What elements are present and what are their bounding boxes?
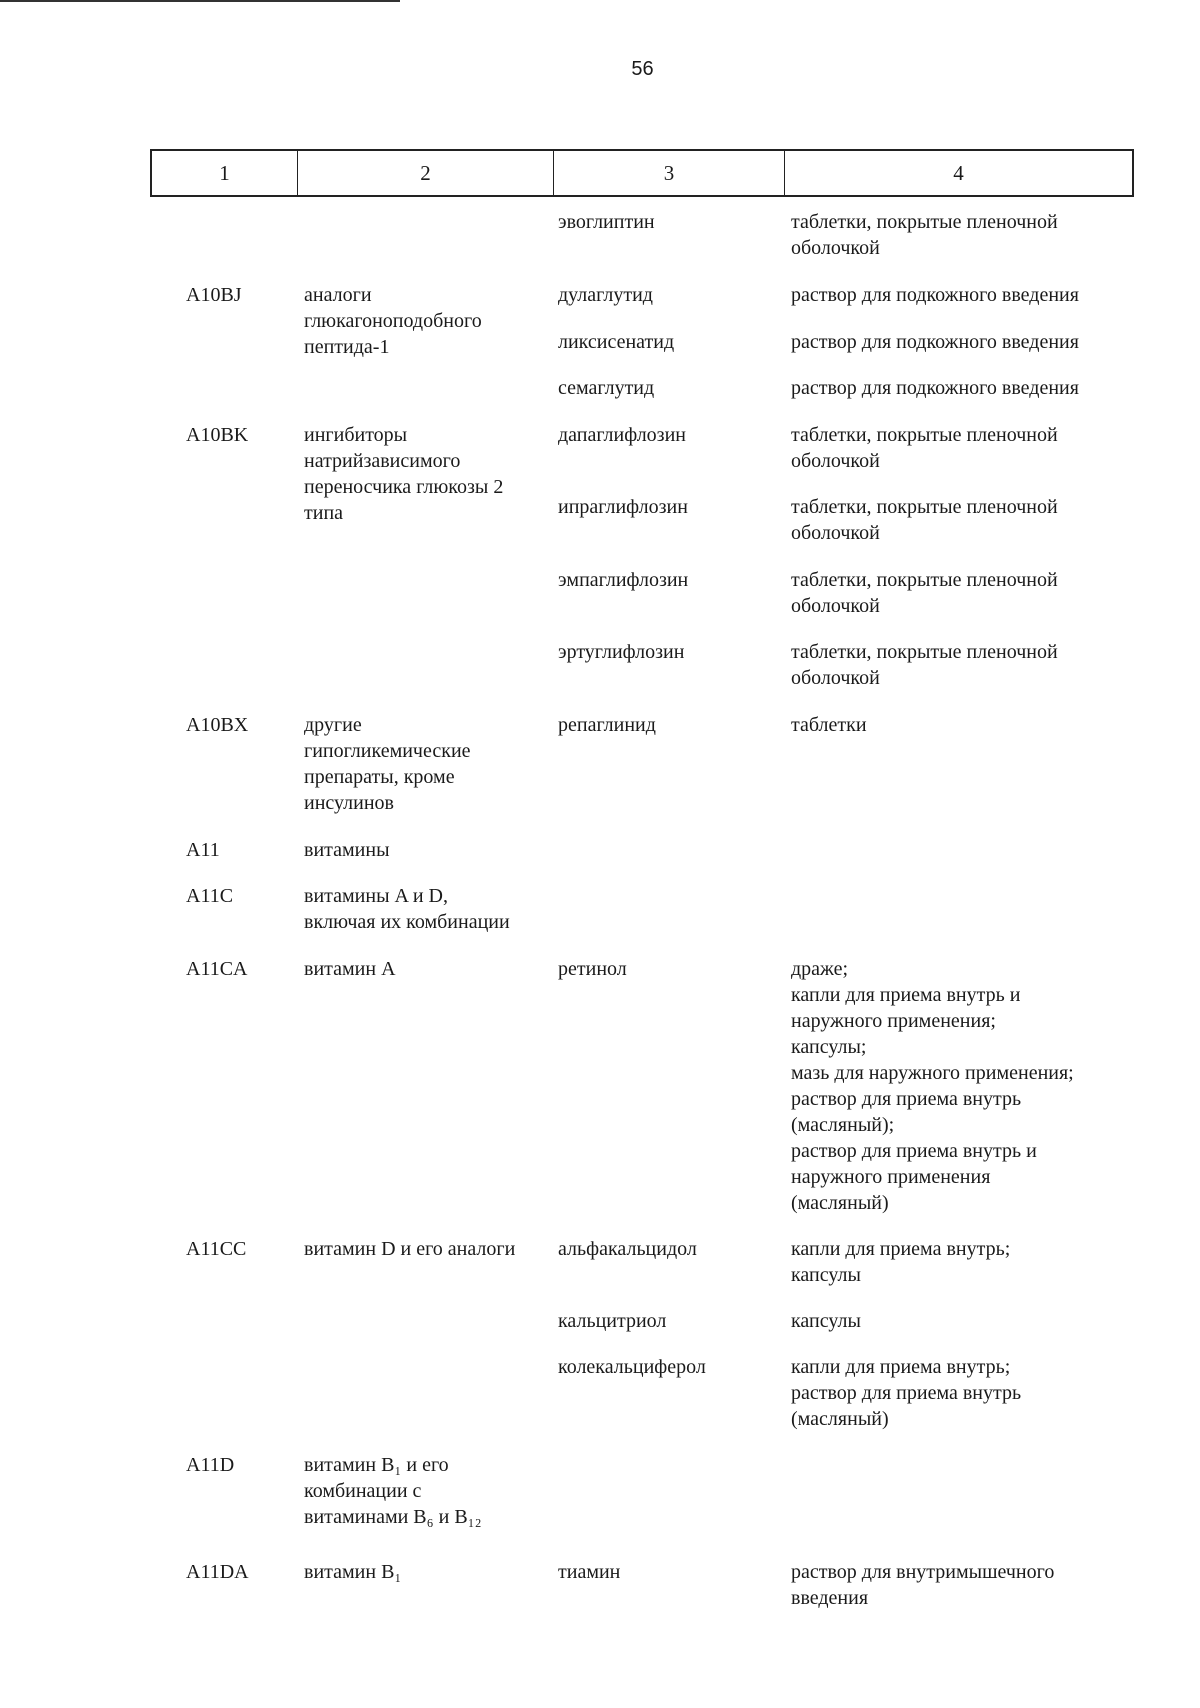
dosage-forms: [791, 1308, 1121, 1334]
dosage-forms: [791, 422, 1121, 474]
atc-code: A11CA: [186, 958, 248, 980]
dosage-forms: [791, 1559, 1121, 1611]
drug-name: эмпаглифлозин: [558, 569, 689, 591]
dosage-form-line: капсулы: [791, 1310, 861, 1332]
pharmacological-group: [304, 1452, 554, 1530]
header-col-4: 4: [953, 161, 964, 185]
dosage-forms: [791, 209, 1121, 261]
drug-name: ликсисенатид: [558, 331, 675, 353]
dosage-forms: [791, 1354, 1121, 1432]
group-line: витамин B₁: [304, 1561, 402, 1583]
pharmacological-group: [304, 282, 554, 360]
dosage-forms: [791, 956, 1121, 1216]
pharmacological-group: [304, 422, 554, 526]
drug-name: тиамин: [558, 1561, 621, 1583]
dosage-form-line: таблетки, покрытые пленочной: [791, 569, 1058, 591]
dosage-forms: [791, 1236, 1121, 1288]
group-line: натрийзависимого: [304, 450, 461, 472]
atc-code: A11C: [186, 885, 234, 907]
group-line: ингибиторы: [304, 424, 408, 446]
header-col-3: 3: [554, 151, 785, 195]
pharmacological-group: [304, 1236, 554, 1262]
dosage-form-line: капли для приема внутрь;: [791, 1238, 1011, 1260]
pharmacological-group: [304, 837, 554, 863]
atc-code: A10BX: [186, 714, 249, 736]
dosage-form-line: таблетки, покрытые пленочной: [791, 641, 1058, 663]
table-header: [150, 149, 1134, 197]
dosage-form-line: капли для приема внутрь и: [791, 984, 1021, 1006]
group-line: аналоги: [304, 284, 372, 306]
group-line: витаминами B₆ и B₁₂: [304, 1506, 482, 1528]
dosage-form-line: введения: [791, 1587, 869, 1609]
dosage-form-line: раствор для внутримышечного: [791, 1561, 1055, 1583]
atc-code: A11D: [186, 1454, 235, 1476]
atc-code: A11CC: [186, 1238, 247, 1260]
group-line: витамины A и D,: [304, 885, 448, 907]
group-line: типа: [304, 502, 344, 524]
drug-name: репаглинид: [558, 714, 656, 736]
group-line: витамины: [304, 839, 390, 861]
group-line: гипогликемические: [304, 740, 471, 762]
dosage-forms: [791, 282, 1121, 308]
group-line: включая их комбинации: [304, 911, 510, 933]
dosage-form-line: таблетки, покрытые пленочной: [791, 496, 1058, 518]
dosage-form-line: раствор для подкожного введения: [791, 284, 1079, 306]
dosage-forms: [791, 639, 1121, 691]
header-col-2: 2: [298, 151, 554, 195]
dosage-form-line: раствор для приема внутрь: [791, 1382, 1022, 1404]
group-line: комбинации с: [304, 1480, 422, 1502]
group-line: препараты, кроме: [304, 766, 455, 788]
group-line: переносчика глюкозы 2: [304, 476, 504, 498]
drug-name: колекальциферол: [558, 1356, 706, 1378]
dosage-form-line: оболочкой: [791, 237, 880, 259]
dosage-forms: [791, 375, 1121, 401]
drug-name: ипраглифлозин: [558, 496, 688, 518]
drug-name: семаглутид: [558, 377, 655, 399]
dosage-form-line: таблетки: [791, 714, 867, 736]
pharmacological-group: [304, 1559, 554, 1585]
drug-name: кальцитриол: [558, 1310, 667, 1332]
page-number: 56: [631, 58, 654, 80]
atc-code: A10BK: [186, 424, 249, 446]
dosage-form-line: раствор для приема внутрь и: [791, 1140, 1037, 1162]
pharmacological-group: [304, 883, 554, 935]
dosage-form-line: (масляный): [791, 1192, 889, 1214]
dosage-form-line: наружного применения;: [791, 1010, 996, 1032]
dosage-form-line: оболочкой: [791, 450, 880, 472]
dosage-form-line: таблетки, покрытые пленочной: [791, 424, 1058, 446]
dosage-form-line: капсулы;: [791, 1036, 867, 1058]
dosage-form-line: капсулы: [791, 1264, 861, 1286]
dosage-form-line: раствор для подкожного введения: [791, 331, 1079, 353]
dosage-form-line: капли для приема внутрь;: [791, 1356, 1011, 1378]
dosage-form-line: раствор для подкожного введения: [791, 377, 1079, 399]
pharmacological-group: [304, 956, 554, 982]
pharmacological-group: [304, 712, 554, 816]
dosage-form-line: наружного применения: [791, 1166, 991, 1188]
dosage-form-line: таблетки, покрытые пленочной: [791, 211, 1058, 233]
dosage-form-line: (масляный): [791, 1408, 889, 1430]
top-scan-rule: [0, 0, 400, 2]
dosage-form-line: (масляный);: [791, 1114, 895, 1136]
dosage-forms: [791, 494, 1121, 546]
drug-name: эртуглифлозин: [558, 641, 685, 663]
atc-code: A11DA: [186, 1561, 249, 1583]
dosage-form-line: раствор для приема внутрь: [791, 1088, 1022, 1110]
drug-name: альфакальцидол: [558, 1238, 697, 1260]
header-col-1: 1: [152, 151, 298, 195]
drug-name: дапаглифлозин: [558, 424, 686, 446]
dosage-forms: [791, 567, 1121, 619]
dosage-form-line: оболочкой: [791, 595, 880, 617]
dosage-form-line: оболочкой: [791, 667, 880, 689]
group-line: другие: [304, 714, 362, 736]
dosage-forms: [791, 329, 1121, 355]
group-line: витамин D и его аналоги: [304, 1238, 516, 1260]
group-line: глюкагоноподобного: [304, 310, 482, 332]
dosage-form-line: мазь для наружного применения;: [791, 1062, 1074, 1084]
drug-name: дулаглутид: [558, 284, 653, 306]
group-line: витамин A: [304, 958, 396, 980]
atc-code: A10BJ: [186, 284, 242, 306]
group-line: пептида-1: [304, 336, 390, 358]
atc-code: A11: [186, 839, 220, 861]
drug-name: эвоглиптин: [558, 211, 655, 233]
group-line: инсулинов: [304, 792, 394, 814]
drug-name: ретинол: [558, 958, 627, 980]
group-line: витамин B₁ и его: [304, 1454, 449, 1476]
dosage-form-line: драже;: [791, 958, 849, 980]
dosage-form-line: оболочкой: [791, 522, 880, 544]
dosage-forms: [791, 712, 1121, 738]
